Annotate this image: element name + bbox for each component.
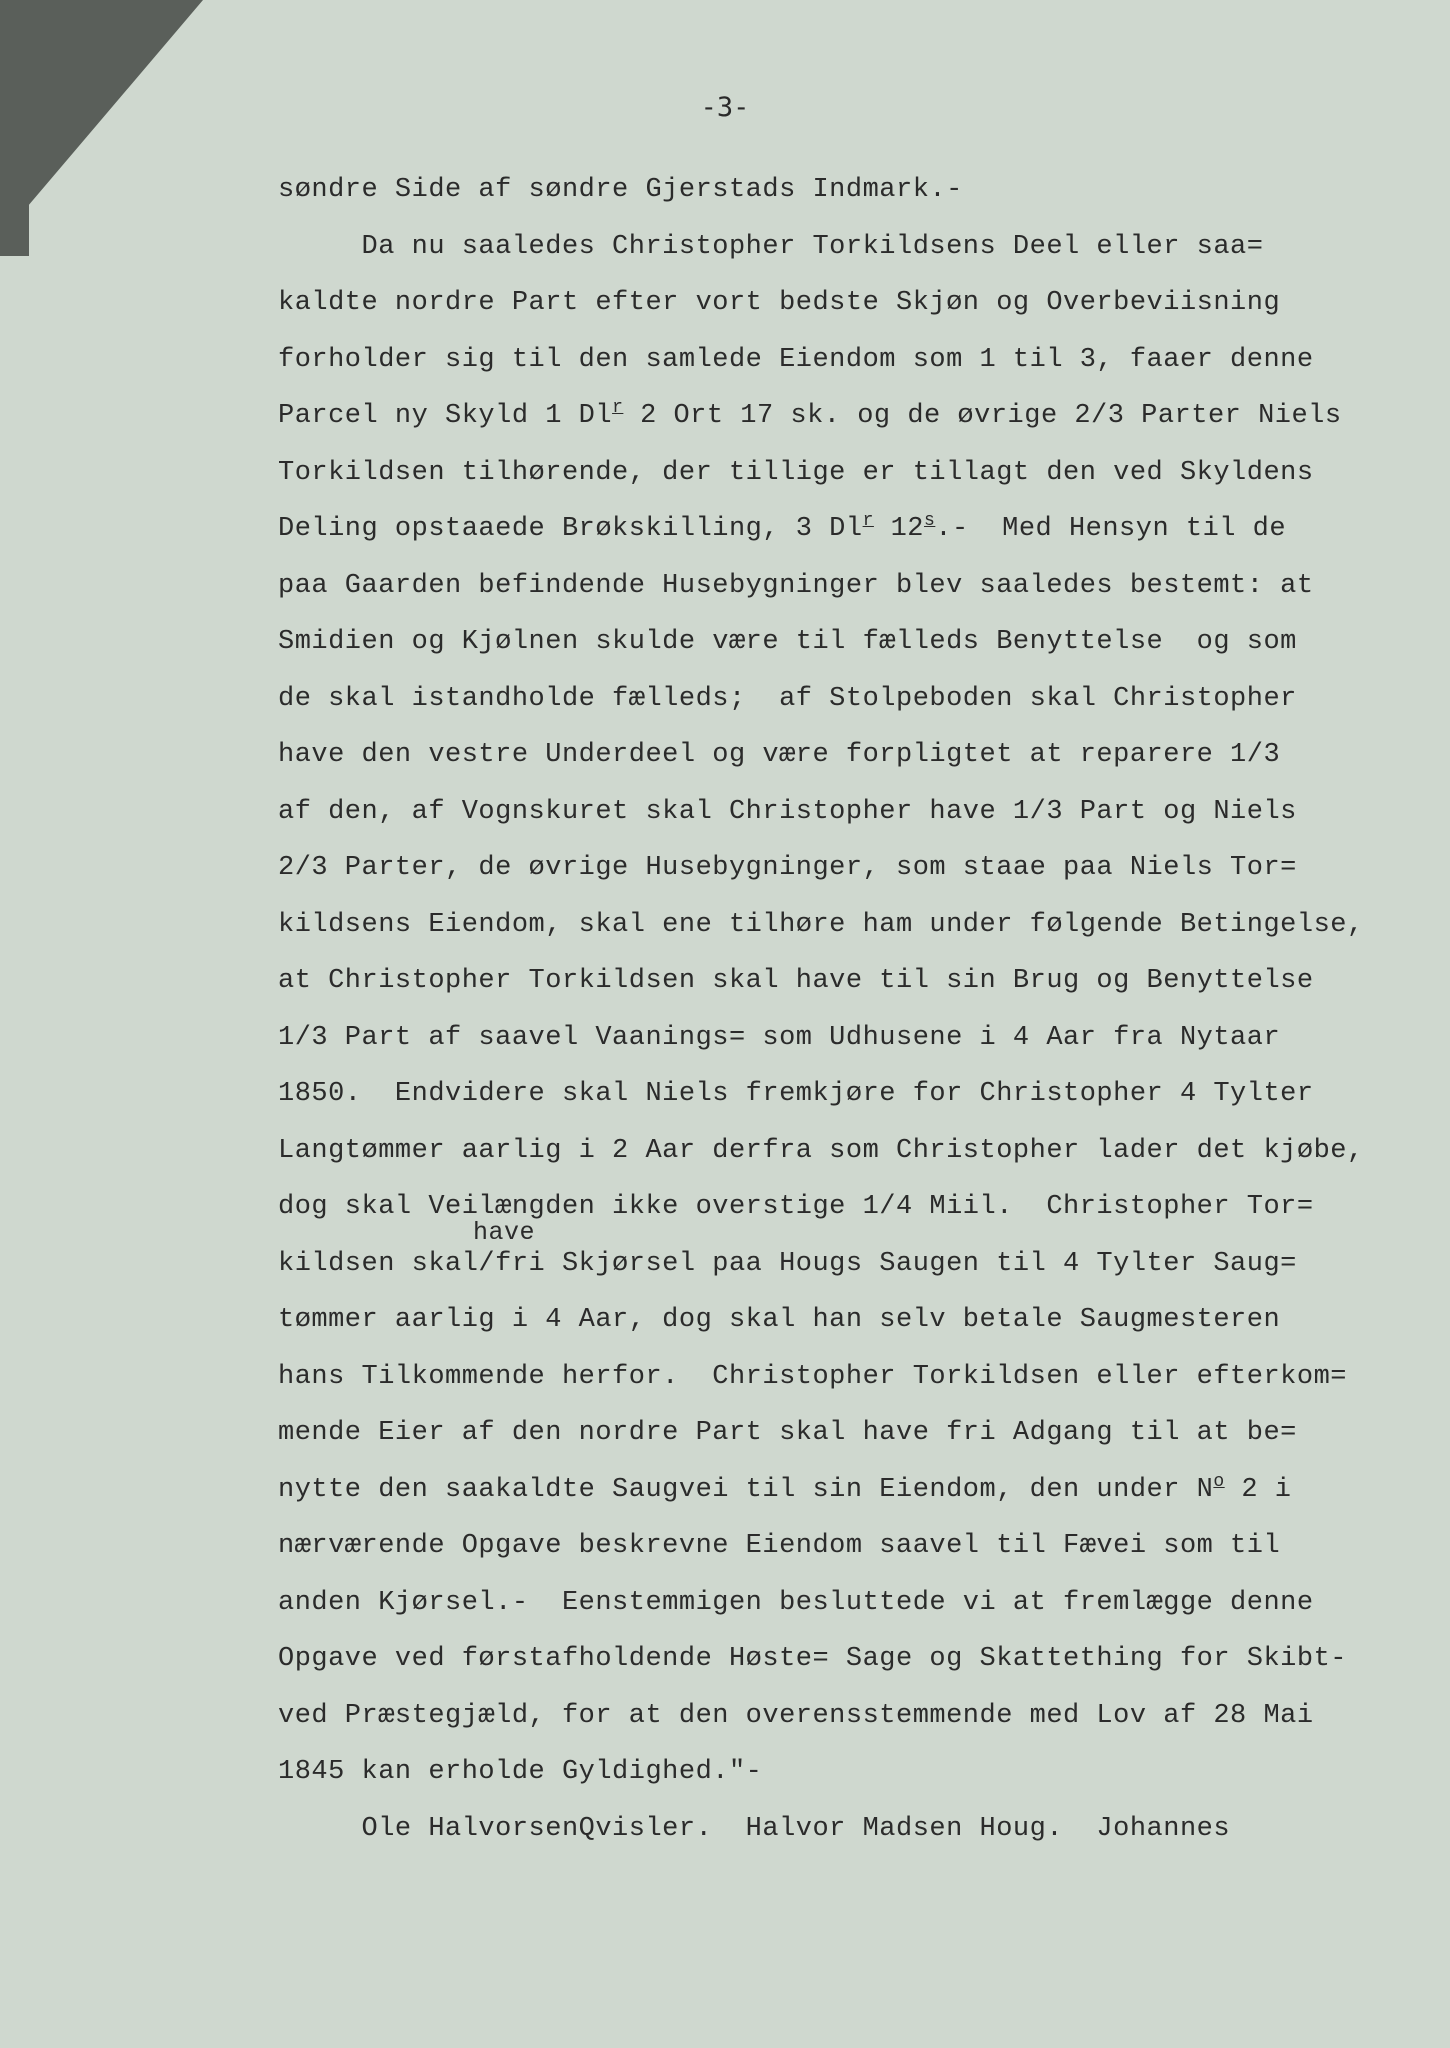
- text-line: Opgave ved førstafholdende Høste= Sage og Skattething for Skibt-: [278, 1644, 1347, 1674]
- text-line: Smidien og Kjølnen skulde være til fælleds Benyttelse og som: [278, 627, 1297, 657]
- text-line: af den, af Vognskuret skal Christopher have 1/3 Part og Niels: [278, 796, 1297, 827]
- superscript: r: [862, 511, 874, 531]
- text-line: forholder sig til den samlede Eiendom som 1 til 3, faaer denne: [278, 344, 1314, 375]
- text-line: nærværende Opgave beskrevne Eiendom saavel til Fævei som til: [278, 1531, 1281, 1561]
- superscript: s: [924, 511, 936, 531]
- interlinear-insertion: have: [473, 1217, 536, 1247]
- text-line: tømmer aarlig i 4 Aar, dog skal han selv betale Saugmesteren: [278, 1305, 1281, 1335]
- superscript: r: [612, 398, 624, 418]
- text-line: anden Kjørsel.- Eenstemmigen besluttede vi at fremlægge denne: [278, 1587, 1314, 1618]
- text-line: dog skal Veilængden ikke overstige 1/4 Miil. Christopher Tor=: [278, 1192, 1314, 1222]
- text-line: kaldte nordre Part efter vort bedste Skjøn og Overbeviisning: [278, 288, 1281, 318]
- document-text: [278, 162, 1428, 1857]
- text-line: paa Gaarden befindende Husebygninger blev saaledes bestemt: at: [278, 570, 1314, 601]
- text-line: Ole HalvorsenQvisler. Halvor Madsen Houg. Johannes: [278, 1813, 1231, 1844]
- text-line: 1850. Endvidere skal Niels fremkjøre for Christopher 4 Tylter: [278, 1079, 1314, 1109]
- text-line: at Christopher Torkildsen skal have til sin Brug og Benyttelse: [278, 966, 1314, 996]
- text-line: 2/3 Parter, de øvrige Husebygninger, som staae paa Niels Tor=: [278, 853, 1297, 883]
- text-line: nytte den saakaldte Saugvei til sin Eiendom, den under $N^o$ 2 i: [278, 1471, 1292, 1505]
- text-line: Deling opstaaede Brøkskilling, 3 Dl$^r$ 12$^s$.- Med Hensyn til de: [278, 511, 1287, 544]
- text-line: 1/3 Part af saavel Vaanings= som Udhusene i 4 Aar fra Nytaar: [278, 1022, 1281, 1053]
- text-line: Torkildsen tilhørende, der tillige er tillagt den ved Skyldens: [278, 457, 1314, 488]
- text-line: de skal istandholde fælleds; af Stolpeboden skal Christopher: [278, 683, 1297, 714]
- text-line: Da nu saaledes Christopher Torkildsens Deel eller saa=: [278, 231, 1264, 262]
- page-number: -3-: [700, 92, 750, 123]
- text-line: Parcel ny Skyld 1 Dl$^r$ 2 Ort 17 sk. og de øvrige 2/3 Parter Niels: [278, 398, 1342, 431]
- text-line: have kildsen skal/fri Skjørsel paa Hougs Saugen til 4 Tylter Saug=: [278, 1217, 1297, 1279]
- superscript: o: [1213, 1471, 1225, 1492]
- text-line: Langtømmer aarlig i 2 Aar derfra som Christopher lader det kjøbe,: [278, 1135, 1364, 1166]
- text-line: ved Præstegjæld, for at den overensstemmende med Lov af 28 Mai: [278, 1700, 1314, 1731]
- text-line: kildsens Eiendom, skal ene tilhøre ham under følgende Betingelse,: [278, 909, 1364, 940]
- text-line: 1845 kan erholde Gyldighed."-: [278, 1757, 763, 1787]
- text-line: hans Tilkommende herfor. Christopher Torkildsen eller efterkom=: [278, 1361, 1347, 1392]
- text-line: have den vestre Underdeel og være forpligtet at reparere 1/3: [278, 740, 1281, 770]
- text-line: mende Eier af den nordre Part skal have fri Adgang til at be=: [278, 1418, 1297, 1448]
- text-line: søndre Side af søndre Gjerstads Indmark.-: [278, 175, 963, 205]
